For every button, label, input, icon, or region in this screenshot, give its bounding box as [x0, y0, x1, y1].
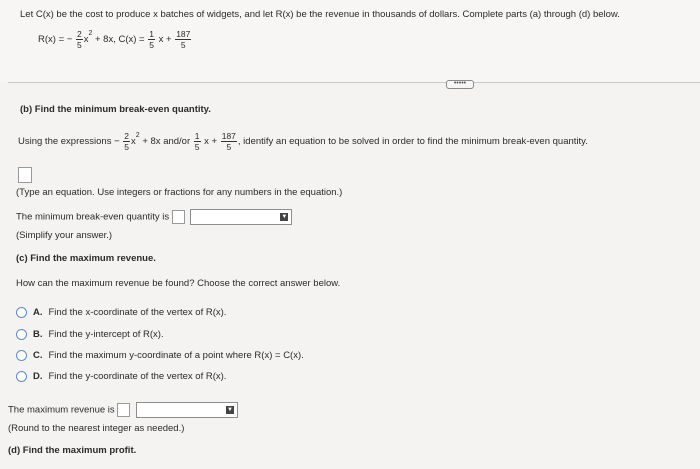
r-x: x — [83, 34, 89, 46]
c-frac1-den: 5 — [149, 40, 154, 50]
min-break-even-input[interactable] — [172, 210, 185, 224]
b-exponent: 2 — [135, 132, 140, 140]
option-b-letter: B. — [33, 329, 43, 341]
equation-input[interactable] — [18, 167, 32, 183]
max-revenue-label: The maximum revenue is — [8, 404, 115, 416]
b-frac2-den: 5 — [194, 142, 200, 152]
b-fraction-3 — [221, 131, 237, 152]
b-x: x — [131, 136, 136, 148]
option-c-radio[interactable] — [16, 350, 27, 361]
min-break-even-label: The minimum break-even quantity is — [16, 211, 170, 223]
r-frac-den: 5 — [76, 40, 82, 50]
option-a[interactable] — [16, 307, 226, 318]
simplify-note: (Simplify your answer.) — [16, 230, 113, 241]
option-b-text: Find the y-intercept of R(x). — [48, 329, 164, 341]
dropdown-arrow-icon: ▼ — [226, 407, 233, 413]
round-note: (Round to the nearest integer as needed.) — [8, 423, 185, 434]
option-d-radio[interactable] — [16, 371, 27, 382]
option-b[interactable] — [16, 329, 164, 340]
max-revenue-dropdown[interactable] — [136, 402, 238, 418]
option-d[interactable] — [16, 371, 226, 382]
problem-intro: Let C(x) be the cost to produce x batches of widgets, and let R(x) be the revenue in thousands of dollars. Complete parts (a) through (d) below. — [20, 9, 620, 20]
equation-answer-box[interactable] — [18, 167, 32, 183]
part-b-hint: (Type an equation. Use integers or fractions for any numbers in the equation.) — [16, 187, 343, 198]
b-mid2: x + — [204, 136, 218, 148]
b-frac3-num: 187 — [221, 131, 236, 141]
expand-button[interactable]: ••••• — [446, 80, 474, 89]
option-a-text: Find the x-coordinate of the vertex of R(x). — [48, 307, 227, 319]
c-mid: x + — [158, 34, 172, 46]
option-a-letter: A. — [33, 307, 43, 319]
option-d-letter: D. — [33, 371, 43, 383]
part-d-heading: (d) Find the maximum profit. — [8, 445, 137, 456]
dropdown-arrow-icon: ▼ — [281, 214, 288, 220]
using-prefix: Using the expressions − — [18, 136, 120, 148]
c-fraction-2 — [175, 29, 191, 50]
b-frac2-num: 1 — [194, 131, 200, 141]
b-fraction-2 — [194, 131, 201, 152]
r-fraction — [76, 29, 83, 50]
c-fraction-1 — [148, 29, 155, 50]
part-b-heading: (b) Find the minimum break-even quantity. — [20, 104, 211, 115]
b-frac1-num: 2 — [124, 131, 130, 141]
option-c[interactable] — [16, 350, 304, 361]
function-definitions — [38, 29, 192, 50]
r-frac-num: 2 — [76, 29, 82, 39]
r-tail: + 8x, C(x) = — [94, 34, 145, 46]
b-frac1-den: 5 — [124, 142, 130, 152]
r-exponent: 2 — [88, 30, 93, 38]
part-c-heading: (c) Find the maximum revenue. — [16, 253, 156, 264]
option-c-text: Find the maximum y-coordinate of a point where R(x) = C(x). — [48, 350, 304, 362]
min-break-even-dropdown[interactable] — [190, 209, 292, 225]
using-suffix: , identify an equation to be solved in order to find the minimum break-even quantity. — [237, 136, 588, 148]
c-frac1-num: 1 — [149, 29, 154, 39]
b-frac3-den: 5 — [226, 142, 232, 152]
option-d-text: Find the y-coordinate of the vertex of R(x). — [48, 371, 227, 383]
r-label: R(x) = − — [38, 34, 73, 46]
part-b-instructions — [18, 131, 588, 152]
min-break-even-row — [16, 209, 292, 225]
max-revenue-row — [8, 402, 238, 418]
b-fraction-1 — [123, 131, 130, 152]
part-c-question: How can the maximum revenue be found? Choose the correct answer below. — [16, 278, 341, 289]
max-revenue-input[interactable] — [117, 403, 130, 417]
option-a-radio[interactable] — [16, 307, 27, 318]
section-divider — [8, 82, 700, 83]
option-c-letter: C. — [33, 350, 43, 362]
b-mid: + 8x and/or — [142, 136, 191, 148]
c-frac2-den: 5 — [180, 40, 186, 50]
c-frac2-num: 187 — [176, 29, 191, 39]
option-b-radio[interactable] — [16, 329, 27, 340]
